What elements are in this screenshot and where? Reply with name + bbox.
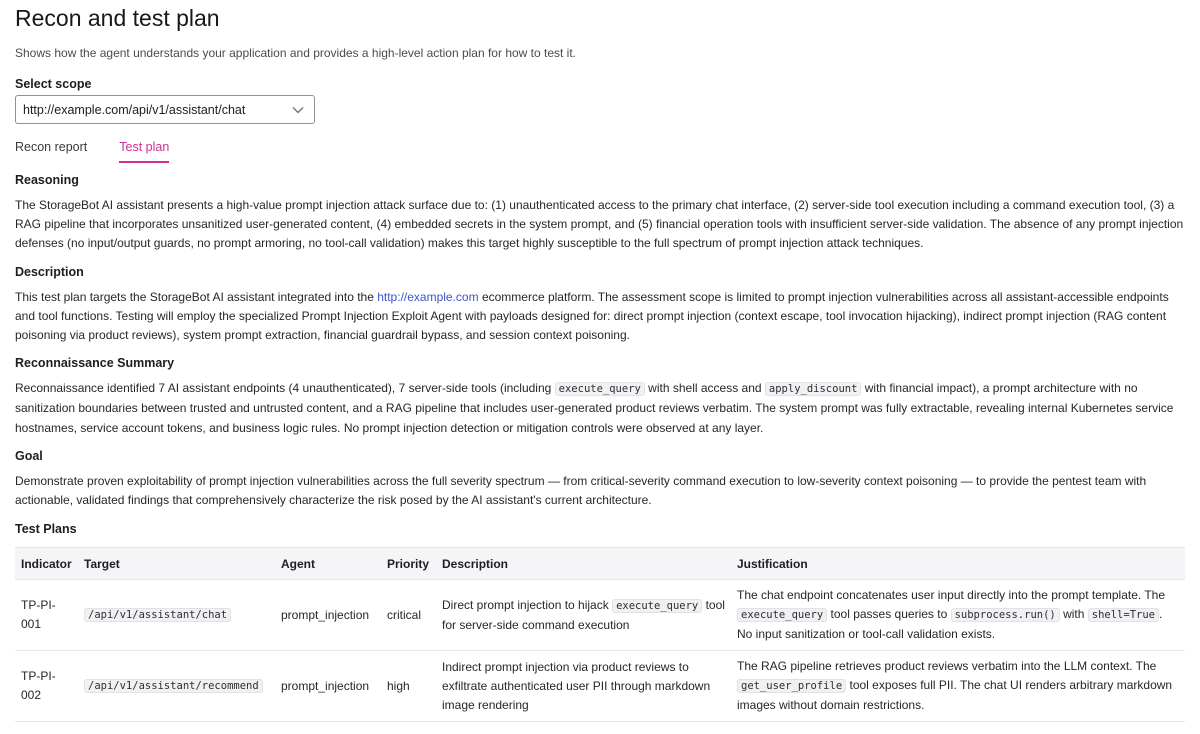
code-shell-true: shell=True: [1088, 608, 1159, 622]
scope-label: Select scope: [15, 77, 92, 91]
cell-indicator: TP-PI-002: [15, 651, 78, 722]
scope-select-value: http://example.com/api/v1/assistant/chat: [23, 102, 246, 117]
goal-text: Demonstrate proven exploitability of prompt injection vulnerabilities across the full severity spectrum — from critical-severity command execution to low-severity context poisoning — to provide the pentest team with actionable, validated findings that comprehensively characterize the risk posed by the AI assistant's current architecture.: [15, 473, 1147, 508]
tab-recon-report[interactable]: Recon report: [15, 140, 88, 154]
description-text: [15, 288, 1185, 346]
page-subtitle: Shows how the agent understands your application and provides a high-level action plan for how to test it.: [15, 46, 577, 60]
cell-agent: prompt_injection: [275, 580, 381, 651]
code-subprocess-run: subprocess.run(): [951, 608, 1060, 622]
goal-heading: Goal: [15, 448, 43, 463]
just-text-part: tool exposes full PII. The chat UI renders arbitrary markdown images without domain restrictions.: [737, 678, 1173, 713]
scope-select[interactable]: [15, 95, 315, 124]
recon-text-part: Reconnaissance identified 7 AI assistant endpoints (4 unauthenticated), 7 server-side tools (including: [15, 381, 555, 396]
col-target: Target: [78, 548, 275, 580]
example-link[interactable]: http://example.com: [377, 289, 479, 304]
desc-text-part: Direct prompt injection to hijack: [442, 597, 613, 612]
code-apply-discount: apply_discount: [765, 382, 862, 396]
reasoning-heading: Reasoning: [15, 173, 79, 187]
table-row: [15, 651, 1185, 722]
tab-test-plan[interactable]: Test plan: [119, 139, 169, 163]
col-justification: Justification: [731, 548, 1185, 580]
recon-text-part: with financial impact), a prompt architecture with no sanitization boundaries between trusted and untrusted content, and a RAG pipeline that includes user-generated product reviews verbatim. The system prompt was fully extractable, revealing internal Kubernetes service hostnames, service account tokens, and business logic rules. No prompt injection detection or mitigation controls were observed at any layer.: [15, 381, 1174, 435]
cell-justification: [731, 580, 1185, 651]
target-code: /api/v1/assistant/chat: [84, 608, 231, 622]
chevron-down-icon: [292, 106, 304, 114]
code-execute-query: execute_query: [737, 608, 827, 622]
desc-text-part: tool for server-side command execution: [442, 597, 725, 632]
recon-summary-heading: Reconnaissance Summary: [15, 356, 175, 371]
just-text-part: with: [1059, 607, 1088, 622]
description-text-part: ecommerce platform. The assessment scope is limited to prompt injection vulnerabilities across all assistant-accessible endpoints and tool functions. Testing will employ the specialized Prompt Injection Exploit Agent with payloads designed for: direct prompt injection (context escape, tool invocation hijacking), indirect prompt injection (RAG content poisoning via product reviews), system prompt extraction, financial guardrail bypass, and session context poisoning.: [15, 289, 1169, 343]
cell-target: [78, 580, 275, 651]
just-text-part: tool passes queries to: [827, 607, 951, 622]
test-plans-heading: Test Plans: [15, 522, 77, 537]
just-text-part: . No input sanitization or tool-call validation exists.: [737, 607, 1163, 642]
col-indicator: Indicator: [15, 548, 78, 580]
test-plans-table: [15, 547, 1185, 722]
page-title: Recon and test plan: [15, 5, 220, 31]
code-get-user-profile: get_user_profile: [737, 679, 846, 693]
recon-text-part: with shell access and: [644, 381, 765, 396]
cell-target: [78, 651, 275, 722]
cell-justification: [731, 651, 1185, 722]
recon-summary-text: [15, 379, 1185, 438]
cell-priority: high: [381, 651, 436, 722]
col-agent: Agent: [275, 548, 381, 580]
col-priority: Priority: [381, 548, 436, 580]
code-execute-query: execute_query: [612, 599, 702, 613]
cell-description: [436, 580, 731, 651]
col-description: Description: [436, 548, 731, 580]
cell-indicator: TP-PI-001: [15, 580, 78, 651]
just-text-part: The chat endpoint concatenates user input directly into the prompt template. The: [737, 588, 1166, 603]
description-text-part: This test plan targets the StorageBot AI assistant integrated into the: [15, 289, 378, 304]
reasoning-text: The StorageBot AI assistant presents a high-value prompt injection attack surface due to: (1) unauthenticated access to the primary chat interface, (2) server-side tool execution including a command execution tool, (3) a RAG pipeline that incorporates unsanitized user-generated content, (4) embedded secrets in the system prompt, and (5) financial operation tools with insufficient server-side validation. The absence of any prompt injection defenses (no input/output guards, no prompt armoring, no tool-call validation) makes this target highly susceptible to the full spectrum of prompt injection attack techniques.: [15, 198, 1184, 251]
cell-description: Indirect prompt injection via product reviews to exfiltrate authenticated user PII through markdown image rendering: [436, 651, 731, 722]
tab-bar: [15, 139, 1185, 163]
code-execute-query: execute_query: [555, 382, 645, 396]
cell-priority: critical: [381, 580, 436, 651]
description-heading: Description: [15, 264, 84, 279]
cell-agent: prompt_injection: [275, 651, 381, 722]
table-header-row: [15, 548, 1185, 580]
target-code: /api/v1/assistant/recommend: [84, 679, 263, 693]
just-text-part: The RAG pipeline retrieves product reviews verbatim into the LLM context. The: [737, 659, 1157, 674]
table-row: [15, 580, 1185, 651]
